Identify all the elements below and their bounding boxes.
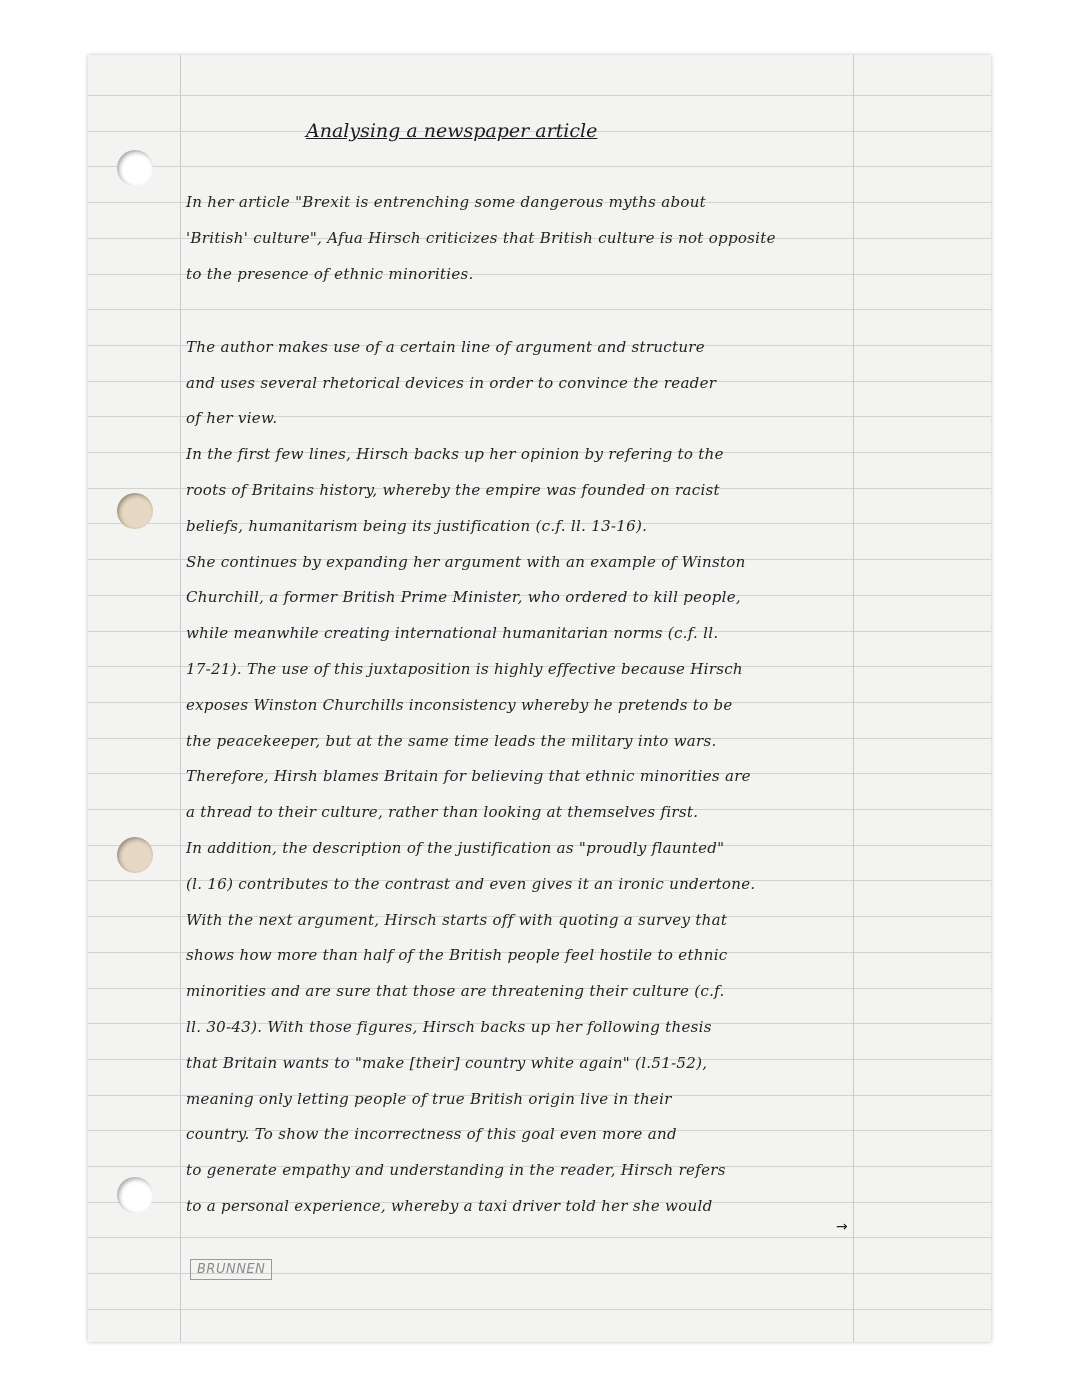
text-line: exposes Winston Churchills inconsistency whereby he pretends to be xyxy=(186,696,733,714)
text-line: that Britain wants to "make [their] country white again" (l.51-52), xyxy=(186,1054,708,1072)
text-line: of her view. xyxy=(186,409,278,427)
ruled-line xyxy=(88,166,991,167)
text-line: roots of Britains history, whereby the empire was founded on racist xyxy=(186,481,720,499)
text-line: 'British' culture", Afua Hirsch criticizes that British culture is not opposite xyxy=(186,229,776,247)
ruled-line xyxy=(88,1237,991,1238)
text-line: She continues by expanding her argument with an example of Winston xyxy=(186,553,746,571)
text-line: In addition, the description of the justification as "proudly flaunted" xyxy=(186,839,725,857)
text-line: In the first few lines, Hirsch backs up her opinion by refering to the xyxy=(186,445,724,463)
ruled-line xyxy=(88,1309,991,1310)
punch-hole xyxy=(117,493,153,529)
text-line: and uses several rhetorical devices in order to convince the reader xyxy=(186,374,717,392)
text-line: to generate empathy and understanding in the reader, Hirsch refers xyxy=(186,1161,726,1179)
text-line: 17-21). The use of this juxtaposition is highly effective because Hirsch xyxy=(186,660,743,678)
text-line: a thread to their culture, rather than looking at themselves first. xyxy=(186,803,699,821)
notebook-page xyxy=(88,55,991,1342)
text-line: Churchill, a former British Prime Minister, who ordered to kill people, xyxy=(186,588,741,606)
text-line: shows how more than half of the British people feel hostile to ethnic xyxy=(186,946,728,964)
text-line: country. To show the incorrectness of this goal even more and xyxy=(186,1125,677,1143)
punch-hole xyxy=(117,1177,153,1213)
text-line: to a personal experience, whereby a taxi driver told her she would xyxy=(186,1197,713,1215)
punch-hole xyxy=(117,150,153,186)
text-line: to the presence of ethnic minorities. xyxy=(186,265,474,283)
text-line: Therefore, Hirsh blames Britain for believing that ethnic minorities are xyxy=(186,767,751,785)
text-line: (l. 16) contributes to the contrast and even gives it an ironic undertone. xyxy=(186,875,756,893)
text-line: With the next argument, Hirsch starts off with quoting a survey that xyxy=(186,911,728,929)
text-line: minorities and are sure that those are threatening their culture (c.f. xyxy=(186,982,725,1000)
brunnen-logo: BRUNNEN xyxy=(190,1259,272,1280)
text-line: the peacekeeper, but at the same time leads the military into wars. xyxy=(186,732,717,750)
punch-hole xyxy=(117,837,153,873)
text-line: beliefs, humanitarism being its justification (c.f. ll. 13-16). xyxy=(186,517,648,535)
ruled-line xyxy=(88,95,991,96)
text-line: meaning only letting people of true British origin live in their xyxy=(186,1090,672,1108)
ruled-line xyxy=(88,309,991,310)
page-title: Analysing a newspaper article xyxy=(306,120,598,142)
text-line: ll. 30-43). With those figures, Hirsch backs up her following thesis xyxy=(186,1018,712,1036)
text-line: In her article "Brexit is entrenching some dangerous myths about xyxy=(186,193,706,211)
text-line: The author makes use of a certain line of argument and structure xyxy=(186,338,705,356)
right-margin-line xyxy=(853,55,854,1342)
text-line: while meanwhile creating international humanitarian norms (c.f. ll. xyxy=(186,624,719,642)
continue-arrow-icon: → xyxy=(836,1219,848,1235)
left-margin-line xyxy=(180,55,181,1342)
